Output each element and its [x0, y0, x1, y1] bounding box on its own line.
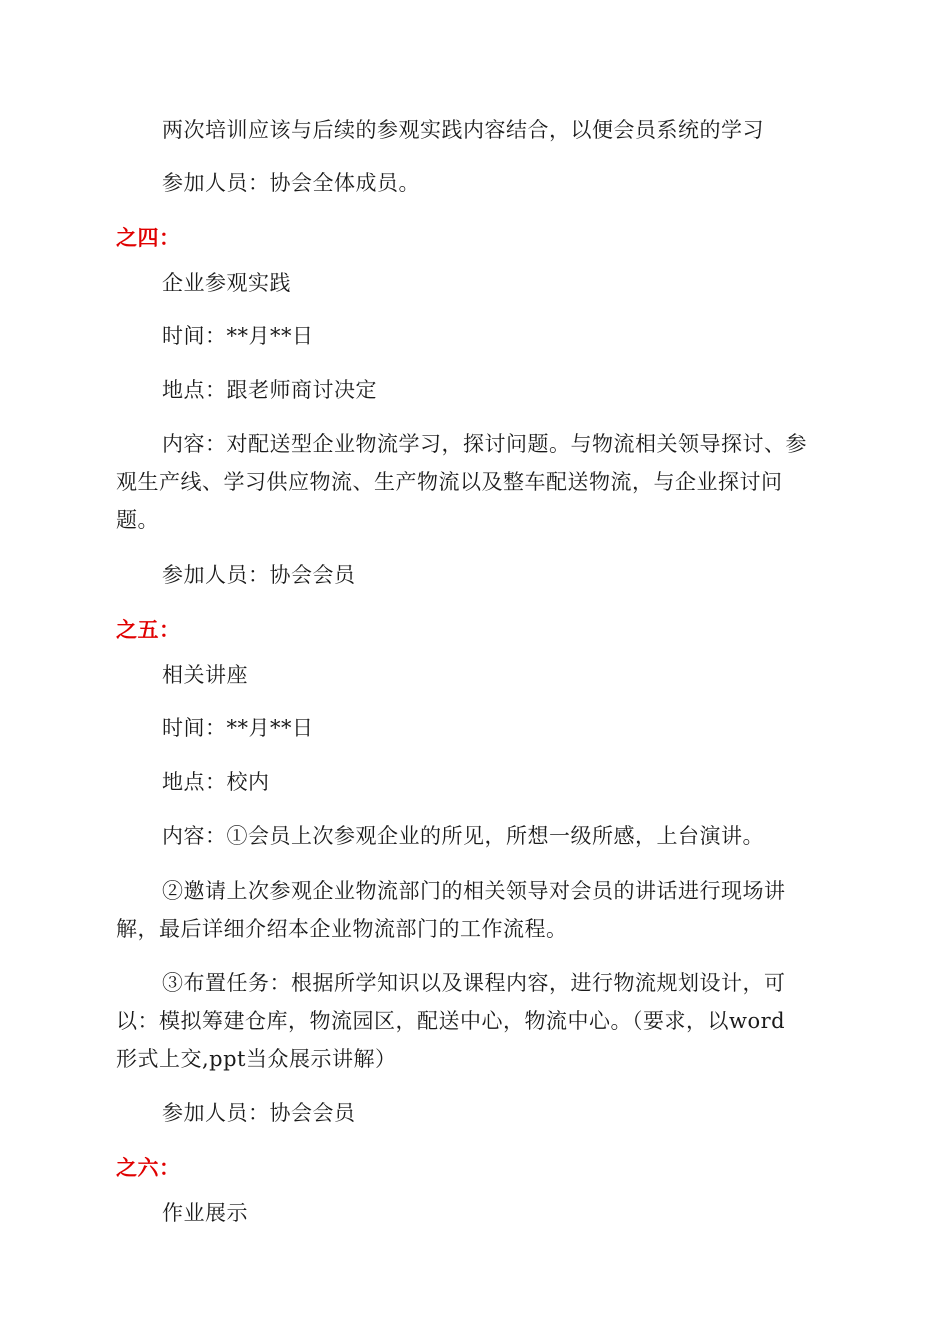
section5-time: 时间：**月**日: [162, 716, 314, 740]
section4-time: 时间：**月**日: [162, 324, 314, 348]
section6-heading: 之六：: [116, 1156, 181, 1180]
section5-content2-line2: 解，最后详细介绍本企业物流部门的工作流程。: [116, 917, 568, 941]
section4-place: 地点：跟老师商讨决定: [162, 378, 377, 402]
intro-line: 两次培训应该与后续的参观实践内容结合，以便会员系统的学习: [162, 118, 764, 142]
section5-participants: 参加人员：协会会员: [162, 1101, 356, 1125]
section4-title: 企业参观实践: [162, 271, 291, 295]
section4-participants: 参加人员：协会会员: [162, 563, 356, 587]
section5-place: 地点：校内: [162, 770, 270, 794]
section6-title: 作业展示: [162, 1201, 248, 1225]
section4-content-line3: 题。: [116, 508, 159, 532]
section5-content2-line1: ②邀请上次参观企业物流部门的相关领导对会员的讲话进行现场讲: [162, 879, 786, 903]
section4-content-line2: 观生产线、学习供应物流、生产物流以及整车配送物流，与企业探讨问: [116, 470, 783, 494]
intro-participants: 参加人员：协会全体成员。: [162, 171, 420, 195]
section5-heading: 之五：: [116, 618, 181, 642]
section5-content1: 内容：①会员上次参观企业的所见，所想一级所感，上台演讲。: [162, 824, 764, 848]
section5-content3-line1: ③布置任务：根据所学知识以及课程内容，进行物流规划设计，可: [162, 971, 786, 995]
section5-title: 相关讲座: [162, 663, 248, 687]
section5-content3-line2: 以：模拟筹建仓库，物流园区，配送中心，物流中心。（要求，以word: [116, 1009, 786, 1033]
section5-content3-line3: 形式上交,ppt当众展示讲解）: [116, 1047, 397, 1071]
section4-heading: 之四：: [116, 226, 181, 250]
section4-content-line1: 内容：对配送型企业物流学习，探讨问题。与物流相关领导探讨、参: [162, 432, 807, 456]
